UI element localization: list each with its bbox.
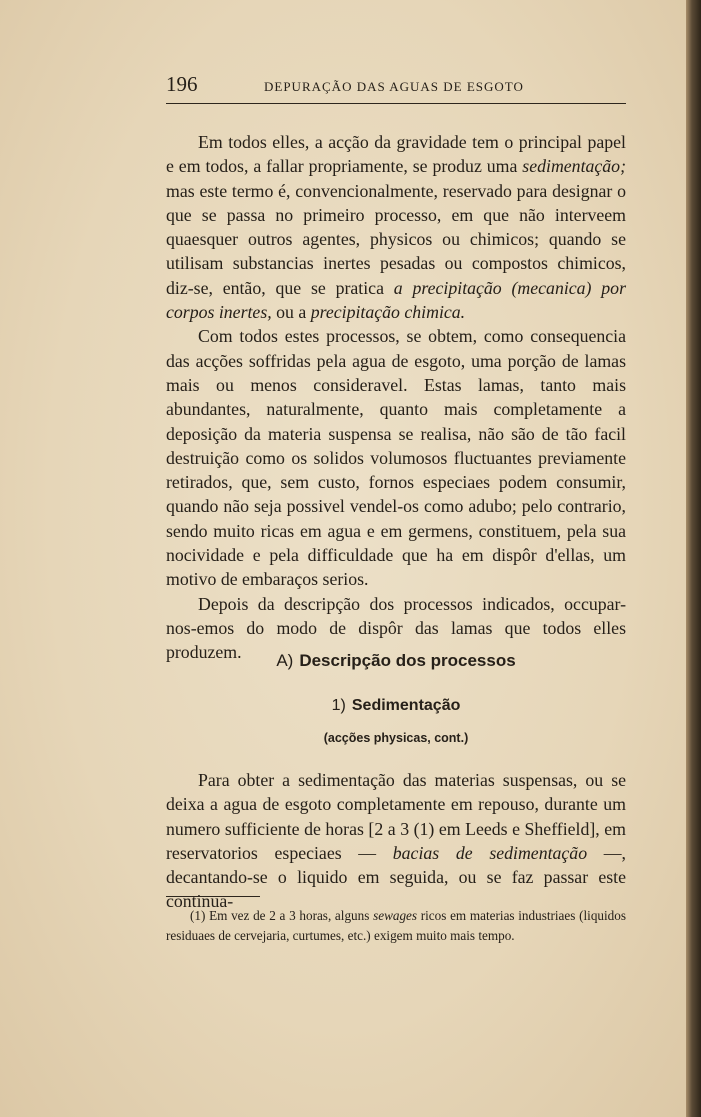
paragraph-sedimentation-text-a: Para obter a sedimentação das materias suspensas, ou se deixa a agua de esgoto completamente em repouso, durante um numero sufficiente de horas [2 a 3 (1) em Leeds e Sheffield], em reservatorios especiaes — bbox=[166, 770, 626, 863]
subsection-title: Sedimentação bbox=[351, 697, 461, 714]
section-letter: A) bbox=[276, 651, 294, 670]
paragraph-1-text-c: ou a bbox=[271, 302, 311, 323]
subsection-note: (acções physicas, cont.) bbox=[323, 731, 469, 745]
footnote bbox=[166, 906, 626, 946]
page-edge-shadow bbox=[686, 0, 701, 1117]
page-header bbox=[166, 72, 626, 104]
paragraph-1-text-b: mas este termo é, convencionalmente, reservado para designar o que se passa no primeiro processo, em que não interveem quaesquer outros agentes, physicos ou chimicos; quando se utilisam substancias inertes pesadas ou compostos chimicos, diz-se, então, que se pratica bbox=[166, 180, 626, 298]
paragraph-3: Depois da descripção dos processos indicados, occupar-nos-emos do modo de dispôr das lamas que todos elles produzem. bbox=[166, 593, 626, 663]
section-heading bbox=[166, 651, 626, 671]
main-text bbox=[166, 130, 626, 665]
paragraph-sedimentation bbox=[166, 768, 626, 914]
paragraph-1-italic-a: sedimentação; bbox=[522, 156, 626, 177]
paragraph-1-italic-c: precipitação chimica. bbox=[310, 302, 466, 323]
subsection-number: 1) bbox=[331, 697, 346, 714]
footnote-italic: sewages bbox=[373, 908, 418, 923]
paragraph-1-text-a: Em todos elles, a acção da gravidade tem o principal papel e em todos, a fallar propriamente, se produz uma bbox=[166, 132, 626, 177]
footnote-text-a: (1) Em vez de 2 a 3 horas, alguns bbox=[190, 908, 374, 923]
page-number: 196 bbox=[166, 72, 198, 96]
sedimentation-text bbox=[166, 768, 626, 914]
paragraph-sedimentation-italic: bacias de sedimentação bbox=[392, 842, 588, 863]
footnote-text-b: ricos em materias industriaes (liquidos residuaes de cervejaria, curtumes, etc.) exigem muito mais tempo. bbox=[166, 908, 626, 943]
paragraph-sedimentation-text-b: —, decantando-se o liquido em seguida, ou se faz passar este continua- bbox=[166, 842, 626, 912]
subsection-heading bbox=[166, 697, 626, 715]
paragraph-1-italic-b: a precipitação (mecanica) por corpos inertes, bbox=[166, 277, 626, 323]
footnote-rule bbox=[166, 896, 260, 897]
header-rule bbox=[166, 103, 626, 104]
paragraph-1 bbox=[166, 130, 626, 324]
paragraph-2: Com todos estes processos, se obtem, como consequencia das acções soffridas pela agua de esgoto, uma porção de lamas mais ou menos consideravel. Estas lamas, tanto mais abundantes, naturalmente, quanto mais completamente a deposição da materia suspensa se realisa, não são de tão facil destruição como os solidos volumosos fluctuantes previamente retirados, que, sem custo, fornos especiaes podem consumir, quando não seja possivel vendel-os como adubo; pelo contrario, sendo muito ricas em agua e em germens, constituem, pela sua nocividade e pela difficuldade que ha em dispôr d'ellas, um motivo de embaraços serios. bbox=[166, 326, 626, 590]
running-title: DEPURAÇÃO DAS AGUAS DE ESGOTO bbox=[264, 79, 524, 94]
section-title: Descripção dos processos bbox=[299, 651, 516, 670]
